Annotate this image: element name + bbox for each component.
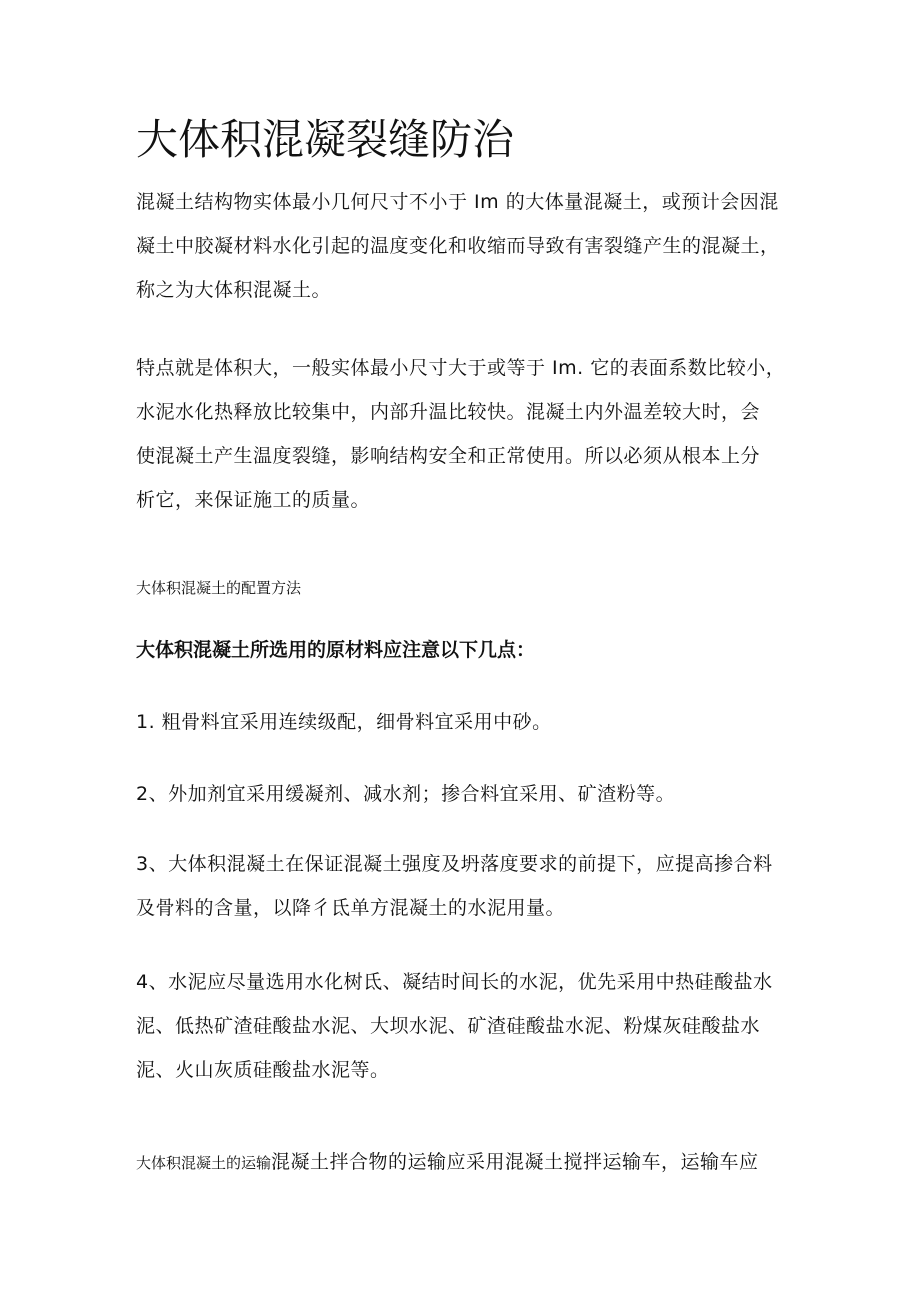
list-item-1	[136, 700, 796, 744]
list-item-3	[136, 842, 796, 930]
text-line: 泥、火山灰质硅酸盐水泥等。	[136, 1059, 390, 1081]
document-title: 大体积混凝裂缝防治	[136, 115, 515, 164]
text-line: 2、外加剂宜采用缓凝剂、减水剂；掺合料宜采用、矿渣粉等。	[136, 783, 676, 805]
text-line: 水泥水化热释放比较集中，内部升温比较快。混凝土内外温差较大时，会	[136, 401, 761, 423]
text-line: 及骨料的含量，以降彳氐单方混凝土的水泥用量。	[136, 897, 566, 919]
text-line: 1. 粗骨料宜采用连续级配，细骨料宜采用中砂。	[136, 711, 552, 733]
text-line: 称之为大体积混凝土。	[136, 279, 332, 301]
materials-heading: 大体积混凝土所选用的原材料应注意以下几点：	[136, 639, 536, 661]
text-line: 3、大体积混凝土在保证混凝土强度及坍落度要求的前提下，应提高掺合料	[136, 853, 773, 875]
transport-lead: 大体积混凝土的运输	[136, 1154, 272, 1172]
transport-paragraph	[136, 1146, 759, 1179]
text-line: 使混凝土产生温度裂缝，影响结构安全和正常使用。所以必须从根本上分	[136, 445, 761, 467]
text-line: 析它，来保证施工的质量。	[136, 489, 371, 511]
transport-text: 混凝土拌合物的运输应采用混凝土搅拌运输车，运输车应	[271, 1151, 759, 1173]
text-line: 4、水泥应尽量选用水化树氐、凝结时间长的水泥，优先采用中热硅酸盐水	[136, 971, 773, 993]
section-heading: 大体积混凝土的配置方法	[136, 579, 302, 597]
definition-paragraph	[136, 180, 796, 312]
list-item-4	[136, 960, 796, 1092]
characteristics-paragraph	[136, 346, 796, 522]
text-line: 混凝土结构物实体最小几何尺寸不小于 Im 的大体量混凝土，或预计会因混	[136, 191, 779, 213]
text-line: 凝土中胶凝材料水化引起的温度变化和收缩而导致有害裂缝产生的混凝土，	[136, 235, 780, 257]
list-item-2	[136, 772, 796, 816]
text-line: 特点就是体积大，一般实体最小尺寸大于或等于 Im. 它的表面系数比较小，	[136, 357, 786, 379]
text-line: 泥、低热矿渣硅酸盐水泥、大坝水泥、矿渣硅酸盐水泥、粉煤灰硅酸盐水	[136, 1015, 761, 1037]
